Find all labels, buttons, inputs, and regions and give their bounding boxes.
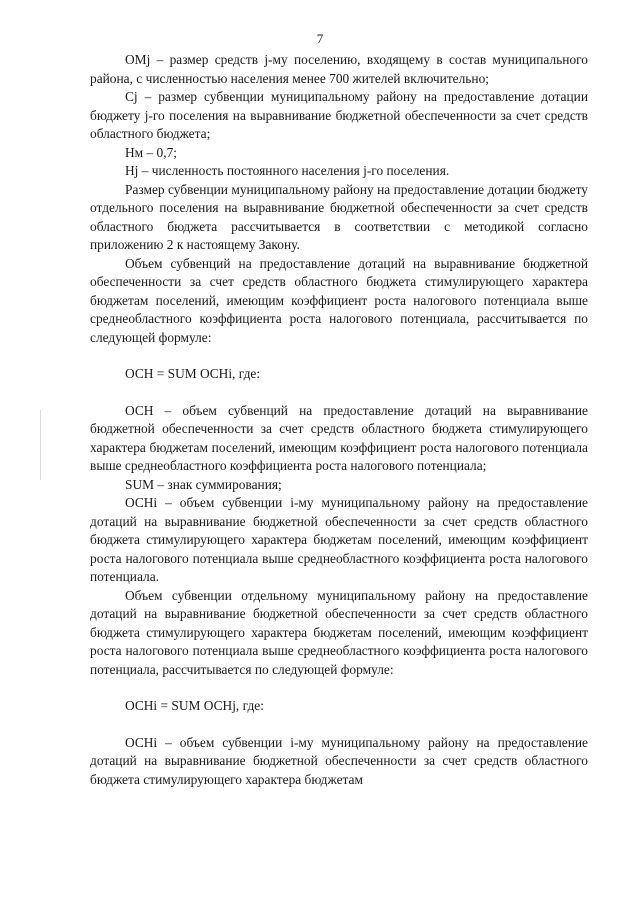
- paragraph-omj-definition: OMj – размер средств j-му поселению, входящему в состав муниципального района, с численностью населения менее 700 жителей включительно;: [90, 52, 588, 86]
- document-body: [90, 51, 588, 789]
- paragraph-hm-value: Нм – 0,7;: [125, 144, 177, 160]
- formula-ochi: ОСНi = SUM ОСНj, где:: [125, 698, 264, 713]
- paragraph-subvention-volume: Объем субвенций на предоставление дотаций на выравнивание бюджетной обеспеченности за счет средств областного бюджета стимулирующего характера бюджетам поселений, имеющим коэффициент роста налогового потенциала выше среднеобластного коэффициента роста налогового потенциала, рассчитывается по следующей формуле:: [90, 255, 588, 345]
- paragraph-ochi-definition-2: ОСНi – объем субвенции i-му муниципальному району на предоставление дотаций на выравнивание бюджетной обеспеченности за счет средств областного бюджета стимулирующего характера бюджетам: [90, 734, 588, 787]
- paragraph-hj-definition: Нj – численность постоянного населения j-го поселения.: [125, 163, 450, 178]
- paragraph-subvention-size: Размер субвенции муниципальному району на предоставление дотации бюджету отдельного поселения на выравнивание бюджетной обеспеченности за счет средств областного бюджета рассчитывается в соответствии с методикой согласно приложению 2 к настоящему Закону.: [90, 181, 588, 252]
- paragraph-ochi-definition: ОСНi – объем субвенции i-му муниципальному району на предоставление дотаций на выравнивание бюджетной обеспеченности за счет средств областного бюджета стимулирующего характера бюджетам поселений, имеющим коэффициент роста налогового потенциала выше среднеобластного коэффициента роста налогового потенциала.: [90, 495, 588, 584]
- margin-mark: [40, 410, 41, 480]
- formula-och: ОСН = SUM OCHi, где:: [125, 366, 261, 381]
- paragraph-cj-definition: Cj – размер субвенции муниципальному району на предоставление дотации бюджету j-го поселения на выравнивание бюджетной обеспеченности за счет средств областного бюджета;: [90, 89, 588, 141]
- paragraph-district-volume: Объем субвенции отдельному муниципальному району на предоставление дотаций на выравнивание бюджетной обеспеченности за счет средств областного бюджета стимулирующего характера бюджетам поселений, имеющим коэффициент роста налогового потенциала выше среднеобластного коэффициента роста налогового потенциала, рассчитывается по следующей формуле:: [90, 587, 588, 677]
- paragraph-sum-definition: SUM – знак суммирования;: [125, 476, 282, 492]
- paragraph-och-definition: ОСН – объем субвенций на предоставление дотаций на выравнивание бюджетной обеспеченности за счет средств областного бюджета стимулирующего характера бюджетам поселений, имеющим коэффициент роста налогового потенциала выше среднеобластного коэффициента роста налогового потенциала;: [90, 402, 588, 473]
- page-number: 7: [316, 31, 324, 46]
